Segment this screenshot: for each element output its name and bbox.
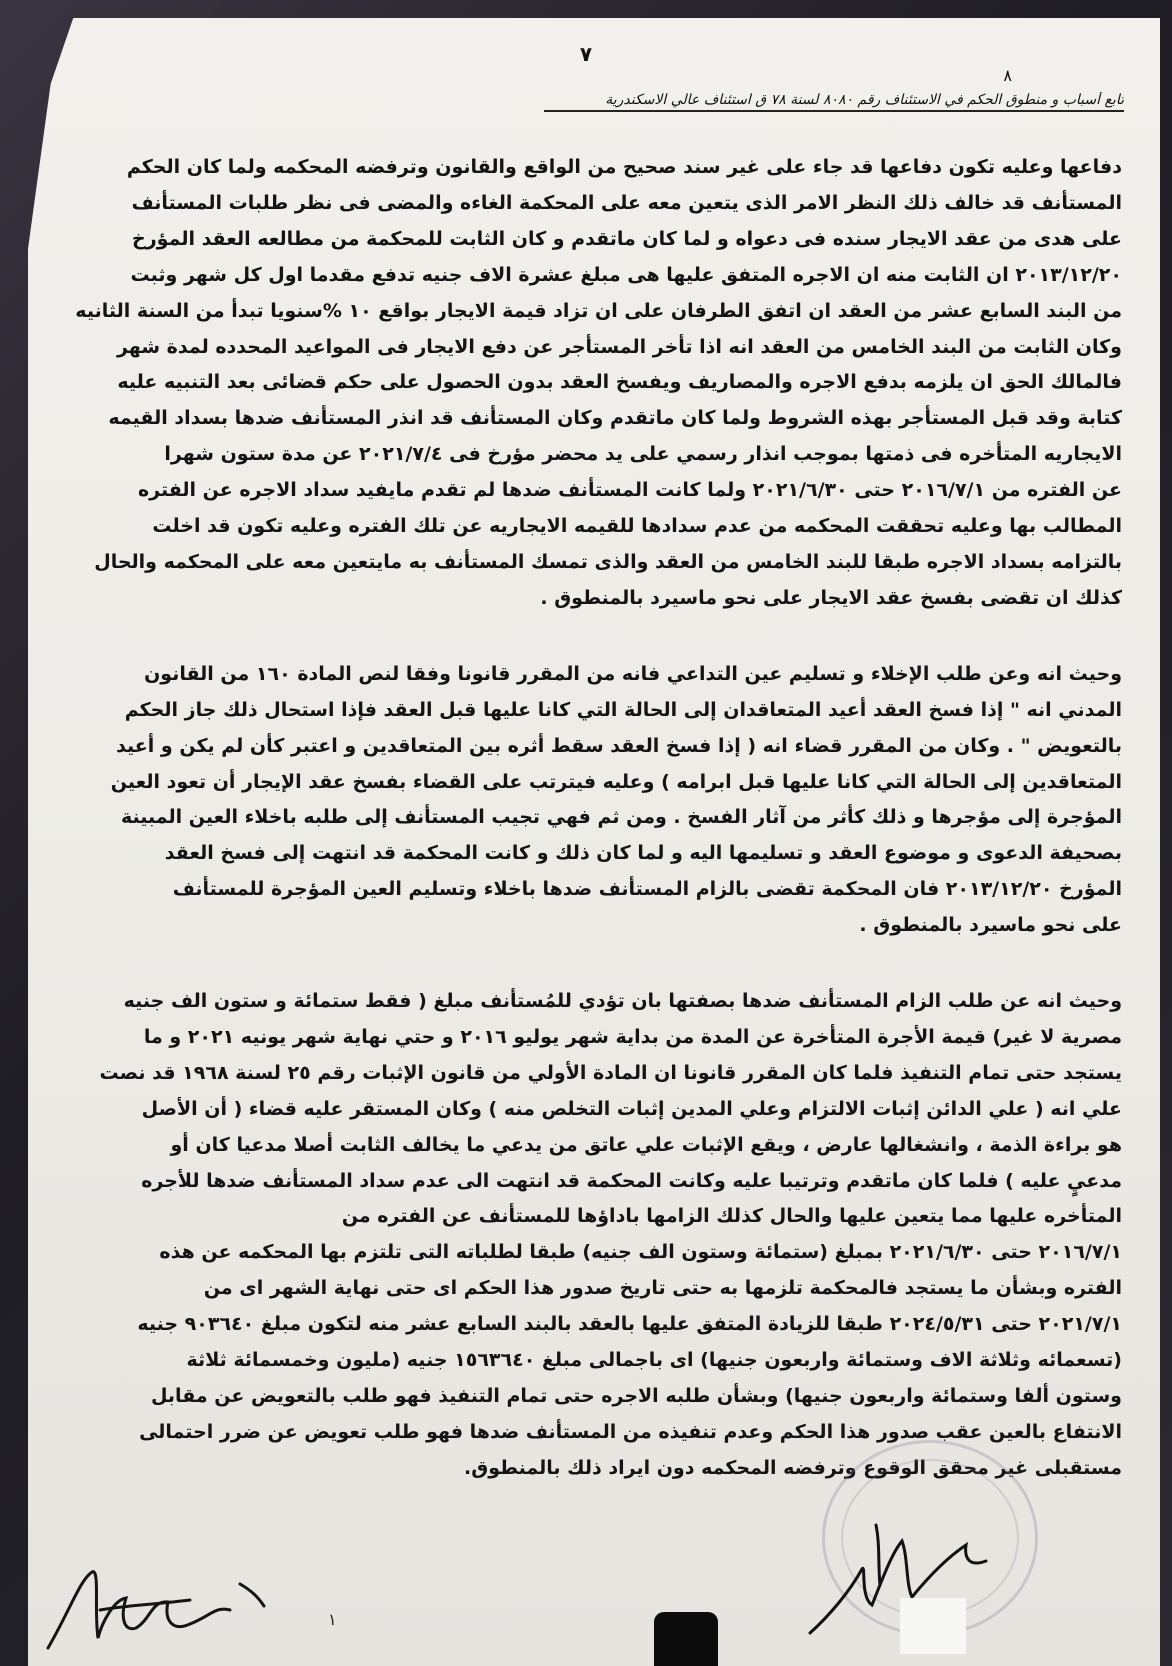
signature-right <box>780 1505 1010 1645</box>
text-line: (تسعمائه وثلاثة الاف وستمائة واربعون جنيها) اى باجمالى مبلغ ١٥٦٣٦٤٠ جنيه (مليون وخمسمائة ثلاثة <box>186 1349 1122 1372</box>
paragraph <box>72 657 1122 944</box>
text-line: عن الفتره من ٢٠١٦/٧/١ حتى ٢٠٢١/٦/٣٠ ولما كانت المستأنف ضدها لم تقدم مايفيد سداد الاجره عن الفتره <box>137 479 1122 502</box>
text-line: علي انه ( علي الدائن إثبات الالتزام وعلي المدين إثبات التخلص منه ) وكان المستقر عليه قضاء ( أن الأصل <box>141 1097 1122 1120</box>
text-line: بالتعويض " . وكان من المقرر قضاء انه ( إذا فسخ العقد سقط أثره بين المتعاقدين و اعتبر كأن لم يكن و أعيد <box>116 734 1122 757</box>
text-line: كذلك ان تقضى بفسخ عقد الايجار على نحو ماسيرد بالمنطوق . <box>540 586 1122 609</box>
text-line: وحيث انه عن طلب الزام المستأنف ضدها بصفتها بان تؤدي للمُستأنف مبلغ ( فقط ستمائة و ستون الف جنيه <box>123 990 1122 1013</box>
text-line: هو براءة الذمة ، وانشغالها عارض ، ويقع الإثبات علي عاتق من يدعي ما يخالف الثابت أصلا مدعيا كان أو <box>170 1133 1122 1156</box>
text-line: دفاعها وعليه تكون دفاعها قد جاء على غير سند صحيح من الواقع والقانون وترفضه المحكمه ولما كان الحكم <box>126 156 1122 178</box>
text-line: المتعاقدين إلى الحالة التي كانا عليها قبل ابرامه ) وعليه فيترتب على القضاء بفسخ عقد الإيجار أن تعود العين <box>110 770 1122 793</box>
text-line: يستجد حتى تمام التنفيذ فلما كان المقرر قانونا ان المادة الأولي من قانون الإثبات رقم ٢٥ لسنة ١٩٦٨ قد نصت <box>99 1061 1122 1084</box>
text-line: ٢٠١٣/١٢/٢٠ ان الثابت منه ان الاجره المتفق عليها هى مبلغ عشرة الاف جنيه تدفع مقدما اول كل شهر وثبت <box>130 263 1122 286</box>
footer-mark: ١ <box>328 1610 337 1629</box>
text-line: المؤرخ ٢٠١٣/١٢/٢٠ فان المحكمة تقضى بالزام المستأنف ضدها باخلاء وتسليم العين المؤجرة للمستأنف <box>172 878 1122 901</box>
text-line: كتابة وقد قبل المستأجر بهذه الشروط ولما كان ماتقدم وكان المستأنف قد انذر المستأنف ضدها بسداد القيمه <box>108 407 1122 430</box>
text-line: المطالب بها وعليه تحققت المحكمه من عدم سدادها للقيمه الايجاريه عن تلك الفتره وعليه تكون قد اخلت <box>152 515 1122 538</box>
text-line: وحيث انه وعن طلب الإخلاء و تسليم عين التداعي فانه من المقرر قانونا وفقا لنص المادة ١٦٠ من القانون <box>144 662 1122 685</box>
signature-left <box>40 1540 270 1660</box>
text-line: بالتزامه بسداد الاجره طبقا للبند الخامس من العقد والذى تمسك المستأنف به مايتعين معه على المحكمه والحال <box>94 550 1122 573</box>
document-body <box>72 150 1122 1487</box>
text-line: المدني انه " إذا فسخ العقد أعيد المتعاقدان إلى الحالة التي كانا عليها قبل العقد فإذا استحال ذلك جاز الحكم <box>124 698 1122 721</box>
text-line: ٢٠١٦/٧/١ حتى ٢٠٢١/٦/٣٠ بمبلغ (ستمائة وستون الف جنيه) طبقا لطلباته التى تلتزم بها المحكمه عن هذه <box>159 1241 1122 1264</box>
text-line: مصرية لا غير) قيمة الأجرة المتأخرة عن المدة من بداية شهر يوليو ٢٠١٦ و حتي نهاية شهر يونيه ٢٠٢١ و ما <box>143 1025 1122 1048</box>
text-line: الفتره وبشأن ما يستجد فالمحكمة تلزمها به حتى تاريخ صدور هذا الحكم اى حتى نهاية الشهر اى من <box>203 1277 1122 1300</box>
text-line: على هدى من عقد الايجار سنده فى دعواه و لما كان ماتقدم و كان الثابت للمحكمة من مطالعه العقد المؤرخ <box>132 227 1122 250</box>
redaction-patch <box>900 1598 966 1654</box>
text-line: وستون ألفا وستمائة واربعون جنيها) وبشأن طلبه الاجره حتى تمام التنفيذ فهو طلب بالتعويض عن مقابل <box>150 1385 1122 1407</box>
paragraph <box>72 984 1122 1487</box>
text-line: مستقبلى غير محقق الوقوع وترفضه المحكمه دون ايراد ذلك بالمنطوق. <box>464 1456 1122 1479</box>
text-line: على نحو ماسيرد بالمنطوق . <box>859 914 1122 937</box>
paragraph <box>72 150 1122 617</box>
text-line: بصحيفة الدعوى و موضوع العقد و تسليمها اليه و لما كان ذلك و كانت المحكمة قد انتهت إلى فسخ العقد <box>164 842 1122 865</box>
text-line: مدعيٍ عليه ) فلما كان ماتقدم وترتيبا عليه وكانت المحكمة قد انتهت الى عدم سداد المستأنف ضدها للأجره <box>141 1169 1122 1192</box>
dark-object <box>654 1612 718 1666</box>
text-line: الايجاريه المتأخره فى ذمتها بموجب انذار رسمي على يد محضر مؤرخ فى ٢٠٢١/٧/٤ عن مدة ستون شهرا <box>164 443 1122 466</box>
text-line: ٢٠٢١/٧/١ حتى ٢٠٢٤/٥/٣١ طبقا للزيادة المتفق عليها بالعقد بالبند السابع عشر منه لتكون مبلغ ٩٠٣٦٤٠ جنيه <box>137 1313 1122 1336</box>
text-line: فالمالك الحق ان يلزمه بدفع الاجره والمصاريف ويفسخ العقد بدون الحصول على حكم قضائى بعد التنبيه عليه <box>117 371 1122 394</box>
text-line: من البند السابع عشر من العقد ان اتفق الطرفان على ان تزاد قيمة الايجار بواقع ١٠ %سنويا تبدأ من السنة الثانيه <box>75 299 1122 322</box>
text-line: وكان الثابت من البند الخامس من العقد انه اذا تأخر المستأجر عن دفع الايجار فى المواعيد المحدده لمدة شهر <box>116 335 1122 358</box>
text-line: المتأخره عليها مما يتعين عليها والحال كذلك الزامها باداؤها للمستأنف عن الفتره من <box>341 1205 1122 1228</box>
text-line: المؤجرة إلى مؤجرها و ذلك كأثر من آثار الفسخ . ومن ثم فهي تجيب المستأنف إلى طلبه باخلاء العين المبينة <box>120 806 1122 829</box>
header-mark: ٨ <box>1003 66 1012 85</box>
page-number: ٧ <box>579 42 593 66</box>
text-line: المستأنف قد خالف ذلك النظر الامر الذى يتعين معه على المحكمة الغاءه والمضى فى نظر طلبات المستأنف <box>131 191 1122 214</box>
case-header: تابع أسباب و منطوق الحكم في الاستئناف رقم ٨٠٨٠ لسنة ٧٨ ق استئناف عالي الاسكندرية <box>544 92 1124 112</box>
text-line: الانتفاع بالعين عقب صدور هذا الحكم وعدم تنفيذه من المستأنف ضدها فهو طلب تعويض عن ضرر احتمالى <box>139 1420 1122 1443</box>
